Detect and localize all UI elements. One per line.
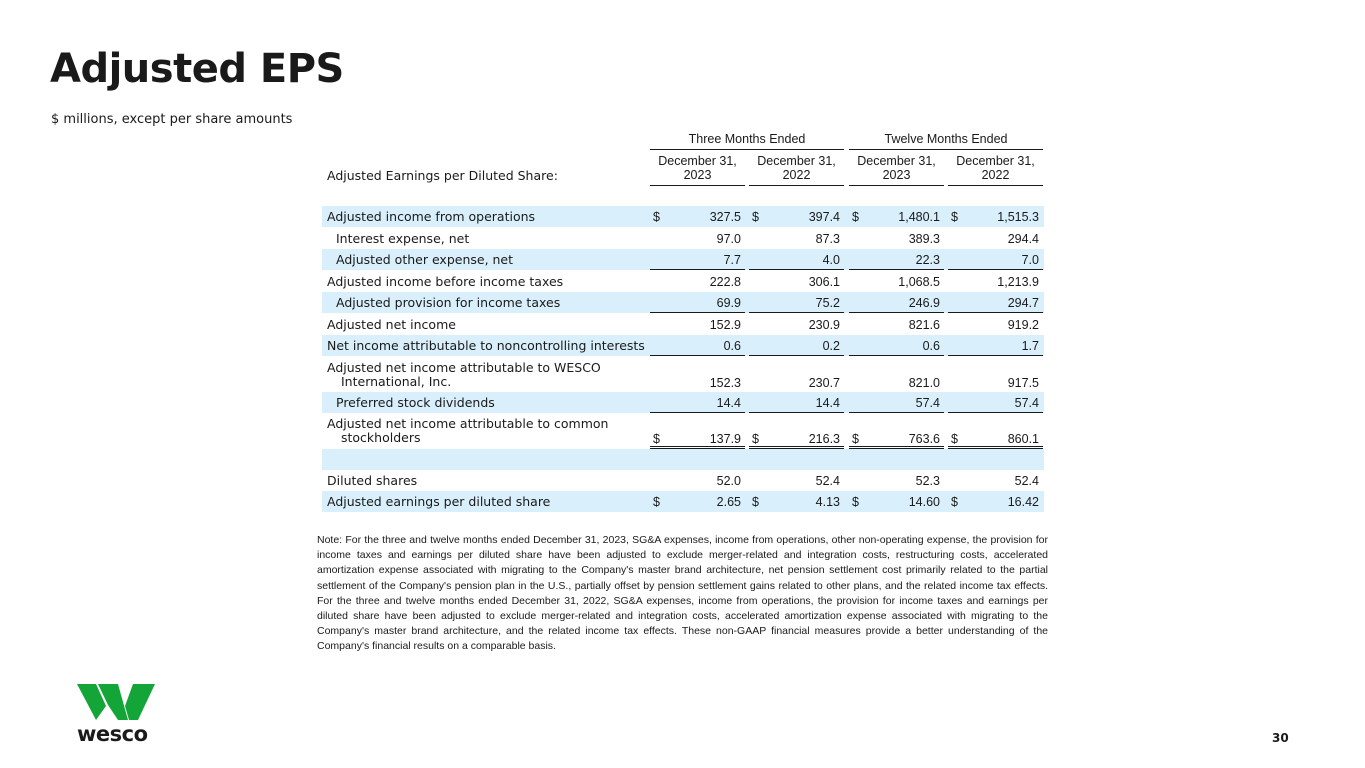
- currency-symbol: $: [653, 495, 660, 509]
- table-cell: 14.4: [815, 396, 840, 410]
- table-cell: 57.4: [915, 396, 940, 410]
- table-row: [322, 357, 1044, 393]
- currency-symbol: $: [852, 495, 859, 509]
- currency-symbol: $: [951, 432, 958, 446]
- row-label: Adjusted income from operations: [327, 209, 536, 224]
- table-cell: 22.3: [915, 253, 940, 267]
- table-cell: 216.3: [808, 432, 840, 446]
- table-cell: 919.2: [1007, 318, 1039, 332]
- table-cell: 1,213.9: [997, 275, 1039, 289]
- table-cell: 1,480.1: [898, 210, 940, 224]
- table-cell: 0.6: [723, 339, 741, 353]
- table-cell: 389.3: [908, 232, 940, 246]
- row-label: Interest expense, net: [336, 231, 470, 246]
- table-cell: 16.42: [1007, 495, 1039, 509]
- table-cell: 294.7: [1007, 296, 1039, 310]
- table-cell: 52.4: [1014, 474, 1039, 488]
- table-cell: 97.0: [716, 232, 741, 246]
- currency-symbol: $: [752, 495, 759, 509]
- table-cell: 306.1: [808, 275, 840, 289]
- table-cell: 821.0: [908, 376, 940, 390]
- column-header: December 31, 2022: [749, 154, 844, 186]
- table-row: [322, 249, 1044, 270]
- table-cell: 222.8: [709, 275, 741, 289]
- table-row: [322, 413, 1044, 449]
- table-row: [322, 392, 1044, 413]
- group-header-twelve-months: Twelve Months Ended: [849, 132, 1043, 150]
- table-cell: 87.3: [815, 232, 840, 246]
- row-label: Adjusted income before income taxes: [327, 274, 564, 289]
- table-cell: 69.9: [716, 296, 741, 310]
- currency-symbol: $: [951, 495, 958, 509]
- group-header-three-months: Three Months Ended: [650, 132, 844, 150]
- table-cell: 294.4: [1007, 232, 1039, 246]
- page-title: Adjusted EPS: [50, 46, 344, 92]
- table-cell: 917.5: [1007, 376, 1039, 390]
- table-cell: 52.0: [716, 474, 741, 488]
- table-cell: 4.13: [815, 495, 840, 509]
- row-label: Diluted shares: [327, 473, 418, 488]
- row-header-label: Adjusted Earnings per Diluted Share:: [327, 168, 558, 183]
- table-row: [322, 271, 1044, 292]
- table-cell: 57.4: [1014, 396, 1039, 410]
- table-cell: 860.1: [1007, 432, 1039, 446]
- table-spacer-row: [322, 449, 1044, 470]
- row-label: Adjusted other expense, net: [336, 252, 514, 267]
- column-header: December 31, 2023: [650, 154, 745, 186]
- table-row: [322, 491, 1044, 512]
- table-cell: 1.7: [1021, 339, 1039, 353]
- table-cell: 52.4: [815, 474, 840, 488]
- page-number: 30: [1272, 731, 1289, 745]
- table-cell: 0.6: [922, 339, 940, 353]
- row-label: Adjusted net income attributable to common stockholders: [327, 416, 609, 445]
- table-row: [322, 470, 1044, 491]
- table-cell: 230.9: [808, 318, 840, 332]
- footnote: Note: For the three and twelve months ended December 31, 2023, SG&A expenses, income from operations, other non-operating expense, the provision for income taxes and earnings per diluted share have been adjusted to exclude merger-related and integration costs, restructuring costs, accelerated amortization expense associated with migrating to the Company's master brand architecture, net pension settlement cost primarily related to the partial settlement of the Company's pension plan in the U.S., partially offset by pension settlement gains related to other plans, and the related income tax effects. For the three and twelve months ended December 31, 2022, SG&A expenses, income from operations, the provision for income taxes and earnings per diluted share have been adjusted to exclude merger-related and integration costs, accelerated amortization expense associated with migrating to the Company's master brand architecture, and the related income tax effects. These non-GAAP financial measures provide a better understanding of the Company's financial results on a comparable basis.: [317, 534, 1048, 653]
- table-row: [322, 228, 1044, 249]
- table-cell: 7.0: [1021, 253, 1039, 267]
- table-cell: 7.7: [723, 253, 741, 267]
- column-header: December 31, 2023: [849, 154, 944, 186]
- table-row: [322, 335, 1044, 356]
- row-label: Adjusted provision for income taxes: [336, 295, 561, 310]
- table-cell: 152.3: [709, 376, 741, 390]
- table-row: [322, 206, 1044, 227]
- table-cell: 1,515.3: [997, 210, 1039, 224]
- table-cell: 1,068.5: [898, 275, 940, 289]
- table-cell: 397.4: [808, 210, 840, 224]
- table-cell: 2.65: [716, 495, 741, 509]
- table-cell: 4.0: [822, 253, 840, 267]
- currency-symbol: $: [752, 210, 759, 224]
- table-row: [322, 292, 1044, 313]
- table-cell: 763.6: [908, 432, 940, 446]
- table-cell: 152.9: [709, 318, 741, 332]
- currency-symbol: $: [653, 432, 660, 446]
- currency-symbol: $: [852, 432, 859, 446]
- table-cell: 327.5: [709, 210, 741, 224]
- table-cell: 52.3: [915, 474, 940, 488]
- table-cell: 821.6: [908, 318, 940, 332]
- table-cell: 230.7: [808, 376, 840, 390]
- page-subtitle: $ millions, except per share amounts: [51, 112, 293, 127]
- currency-symbol: $: [852, 210, 859, 224]
- table-cell: 0.2: [822, 339, 840, 353]
- row-label: Adjusted net income attributable to WESCO International, Inc.: [327, 360, 601, 389]
- row-label: Adjusted net income: [327, 317, 456, 332]
- currency-symbol: $: [752, 432, 759, 446]
- group-header-row: [322, 128, 1044, 150]
- row-label: Net income attributable to noncontrolling interests: [327, 338, 645, 353]
- table-row: [322, 314, 1044, 335]
- table-cell: 14.60: [908, 495, 940, 509]
- row-label: Adjusted earnings per diluted share: [327, 494, 551, 509]
- currency-symbol: $: [951, 210, 958, 224]
- table-cell: 137.9: [709, 432, 741, 446]
- currency-symbol: $: [653, 210, 660, 224]
- wesco-logo-text: wesco: [77, 722, 148, 746]
- table-cell: 246.9: [908, 296, 940, 310]
- table-cell: 75.2: [815, 296, 840, 310]
- table-cell: 14.4: [716, 396, 741, 410]
- row-label: Preferred stock dividends: [336, 395, 495, 410]
- column-header: December 31, 2022: [948, 154, 1043, 186]
